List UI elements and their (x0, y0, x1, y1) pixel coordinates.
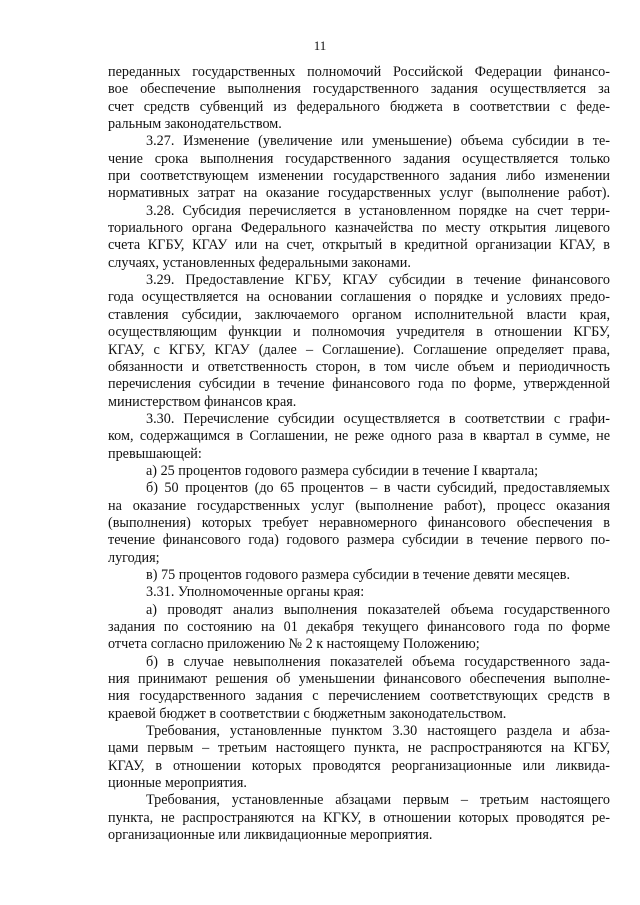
text-line: пункта, не распространяются на КГКУ, в отношении которых проводятся ре- (108, 809, 610, 826)
text-line: ния принимают решения об уменьшении финансового обеспечения выполне- (108, 671, 610, 688)
text-line: министерством финансов края. (108, 393, 297, 410)
text-line: случаях, установленных федеральными законами. (108, 254, 411, 271)
text-line: 3.28. Субсидия перечисляется в установленном порядке на счет терри- (146, 202, 610, 219)
text-line: лугодия; (108, 549, 160, 566)
text-line: при соответствующем изменении государственного задания либо изменении (108, 168, 610, 185)
text-line: нормативных затрат на оказание государственных услуг (выполнение работ). (108, 185, 610, 202)
text-line: ториального органа Федерального казначейства по месту открытия лицевого (108, 220, 610, 237)
text-line: осуществляющим функции и полномочия учредителя в отношении КГБУ, (108, 324, 610, 341)
text-line: (выполнения) которых требует неравномерного финансового обеспечения в (108, 514, 610, 531)
text-line: ставления субсидии, заключаемого органом исполнительной власти края, (108, 306, 610, 323)
page-number: 11 (313, 38, 327, 53)
text-line: года осуществляется на основании соглашения о порядке и условиях предо- (108, 289, 610, 306)
text-line: счет средств субвенций из федерального бюджета в соответствии с феде- (108, 98, 610, 115)
text-line: переданных государственных полномочий Российской Федерации финансо- (108, 64, 610, 80)
document-body (108, 64, 610, 844)
text-line: вое обеспечение выполнения государственного задания осуществляется за (108, 81, 610, 98)
text-line: задания по состоянию на 01 декабря текущего финансового года по форме (108, 619, 610, 635)
text-line: КГАУ, с КГБУ, КГАУ (далее – Соглашение). Соглашение определяет права, (108, 341, 610, 358)
text-line: на оказание государственных услуг (выполнение работ), процесс оказания (108, 497, 610, 514)
text-line: б) 50 процентов (до 65 процентов – в части субсидий, предоставляемых (146, 480, 610, 497)
text-line: чение срока выполнения государственного задания осуществляется только (108, 150, 610, 167)
text-line: а) проводят анализ выполнения показателей объема государственного (146, 601, 610, 618)
text-line: превышающей: (108, 445, 202, 462)
text-line: 3.30. Перечисление субсидии осуществляется в соответствии с графи- (146, 410, 610, 427)
text-line: б) в случае невыполнения показателей объема государственного зада- (146, 653, 610, 670)
text-line: краевой бюджет в соответствии с бюджетным законодательством. (108, 705, 507, 722)
text-line: ком, содержащимся в Соглашении, не реже одного раза в квартал в сумме, не (108, 428, 610, 445)
text-line: перечисления субсидии в течение финансового года по форме, утвержденной (108, 376, 610, 393)
text-line: Требования, установленные абзацами первым – третьим настоящего (146, 792, 610, 809)
text-line: отчета согласно приложению № 2 к настоящему Положению; (108, 636, 480, 653)
text-line: КГАУ, в отношении которых проводятся реорганизационные или ликвида- (108, 757, 610, 774)
text-line: 3.29. Предоставление КГБУ, КГАУ субсидии в течение финансового (146, 272, 610, 289)
text-line: ния государственного задания с перечислением соответствующих средств в (108, 688, 610, 705)
text-line: ционные мероприятия. (108, 775, 247, 792)
text-line: цами первым – третьим настоящего пункта, не распространяются на КГБУ, (108, 740, 610, 757)
text-line: Требования, установленные пунктом 3.30 настоящего раздела и абза- (146, 723, 610, 740)
text-line: 3.31. Уполномоченные органы края: (146, 584, 365, 601)
text-line: обязанности и ответственность сторон, в том числе объем и периодичность (108, 358, 610, 375)
text-line: ральным законодательством. (108, 116, 282, 133)
text-line: течение финансового года) годового размера субсидии в течение первого по- (108, 532, 610, 549)
text-line: 3.27. Изменение (увеличение или уменьшение) объема субсидии в те- (146, 133, 610, 150)
text-line: счета КГБУ, КГАУ или на счет, открытый в кредитной организации КГАУ, в (108, 237, 610, 254)
text-line: организационные или ликвидационные мероприятия. (108, 827, 433, 844)
text-line: а) 25 процентов годового размера субсидии в течение I квартала; (146, 462, 539, 479)
text-line: в) 75 процентов годового размера субсидии в течение девяти месяцев. (146, 566, 570, 583)
